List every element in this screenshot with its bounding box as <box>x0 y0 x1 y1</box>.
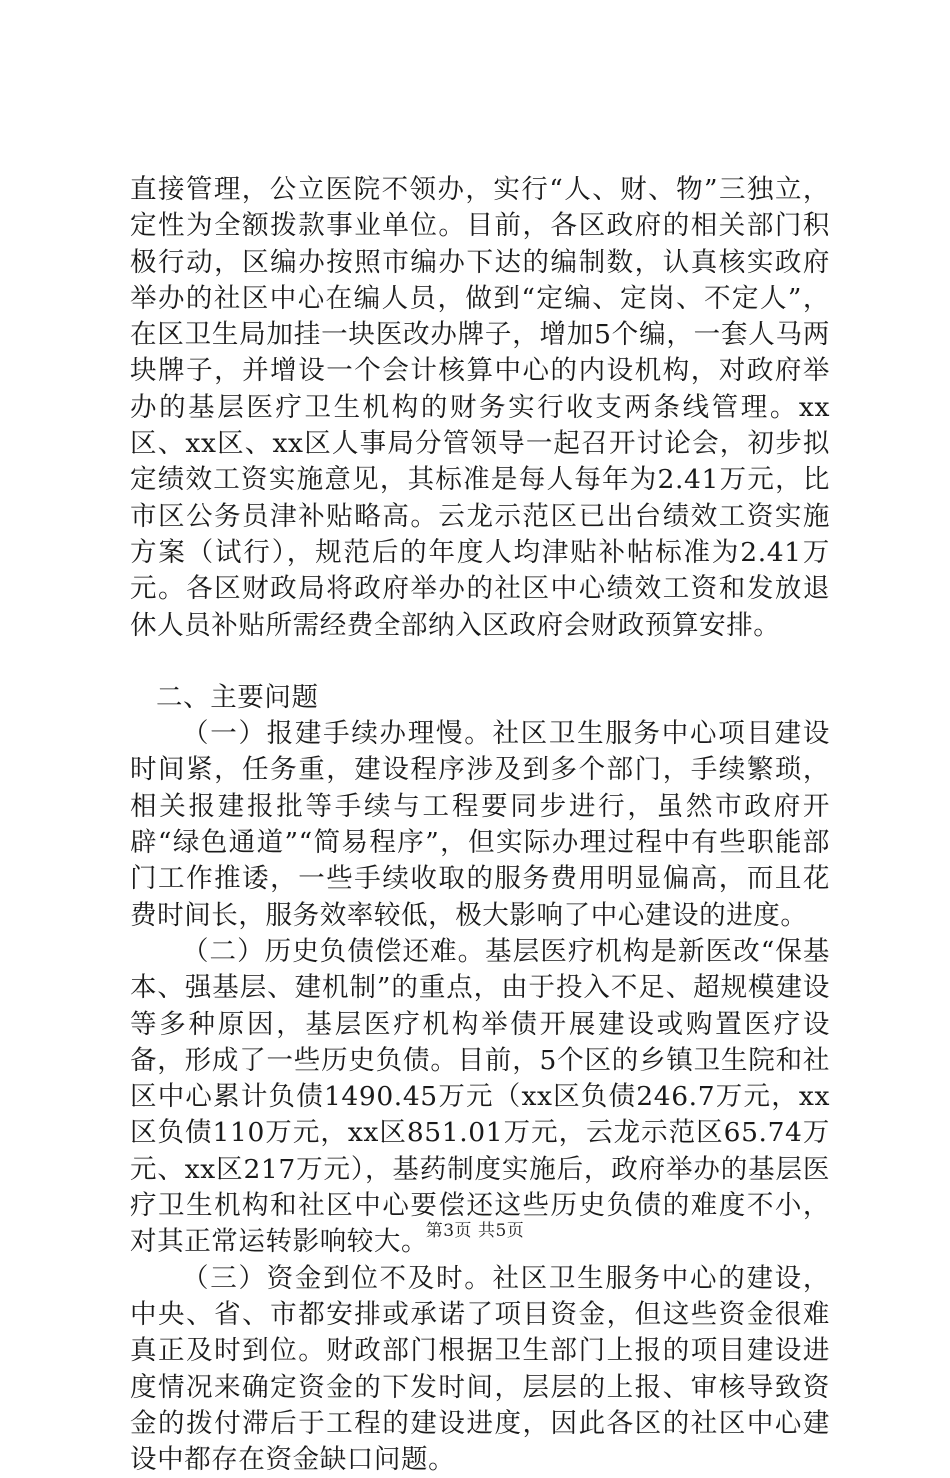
paragraph-gap <box>130 644 830 680</box>
issue-paragraph-1: （一）报建手续办理慢。社区卫生服务中心项目建设时间紧，任务重，建设程序涉及到多个部门，手续繁琐，相关报建报批等手续与工程要同步进行，虽然市政府开辟“绿色通道”“简易程序”，但实际办理过程中有些职能部门工作推诿，一些手续收取的服务费用明显偏高，而且花费时间长，服务效率较低，极大影响了中心建设的进度。 <box>130 718 830 931</box>
issue-paragraph-3: （三）资金到位不及时。社区卫生服务中心的建设，中央、省、市都安排或承诺了项目资金，但这些资金很难真正及时到位。财政部门根据卫生部门上报的项目建设进度情况来确定资金的下发时间，层层的上报、审核导致资金的拨付滞后于工程的建设进度，因此各区的社区中心建设中都存在资金缺口问题。 <box>130 1262 830 1476</box>
document-body <box>130 172 830 1478</box>
body-paragraph: 直接管理，公立医院不领办，实行“人、财、物”三独立，定性为全额拨款事业单位。目前，各区政府的相关部门积极行动，区编办按照市编办下达的编制数，认真核实政府举办的社区中心在编人员，做到“定编、定岗、不定人”，在区卫生局加挂一块医改办牌子，增加5个编，一套人马两块牌子，并增设一个会计核算中心的内设机构，对政府举办的基层医疗卫生机构的财务实行收支两条线管理。xx区、xx区、xx区人事局分管领导一起召开讨论会，初步拟定绩效工资实施意见，其标准是每人每年为2.41万元，比市区公务员津补贴略高。云龙示范区已出台绩效工资实施方案（试行），规范后的年度人均津贴补帖标准为2.41万元。各区财政局将政府举办的社区中心绩效工资和发放退休人员补贴所需经费全部纳入区政府会财政预算安排。 <box>130 174 830 641</box>
page-number-footer: 第3页 共5页 <box>425 1221 525 1241</box>
section-heading: 二、主要问题 <box>156 681 319 713</box>
issue-paragraph-2: （二）历史负债偿还难。基层医疗机构是新医改“保基本、强基层、建机制”的重点，由于投入不足、超规模建设等多种原因，基层医疗机构举债开展建设或购置医疗设备，形成了一些历史负债。目前，5个区的乡镇卫生院和社区中心累计负债1490.45万元（xx区负债246.7万元，xx区负债110万元，xx区851.01万元，云龙示范区65.74万元、xx区217万元），基药制度实施后，政府举办的基层医疗卫生机构和社区中心要偿还这些历史负债的难度不小，对其正常运转影响较大。 <box>130 935 830 1258</box>
